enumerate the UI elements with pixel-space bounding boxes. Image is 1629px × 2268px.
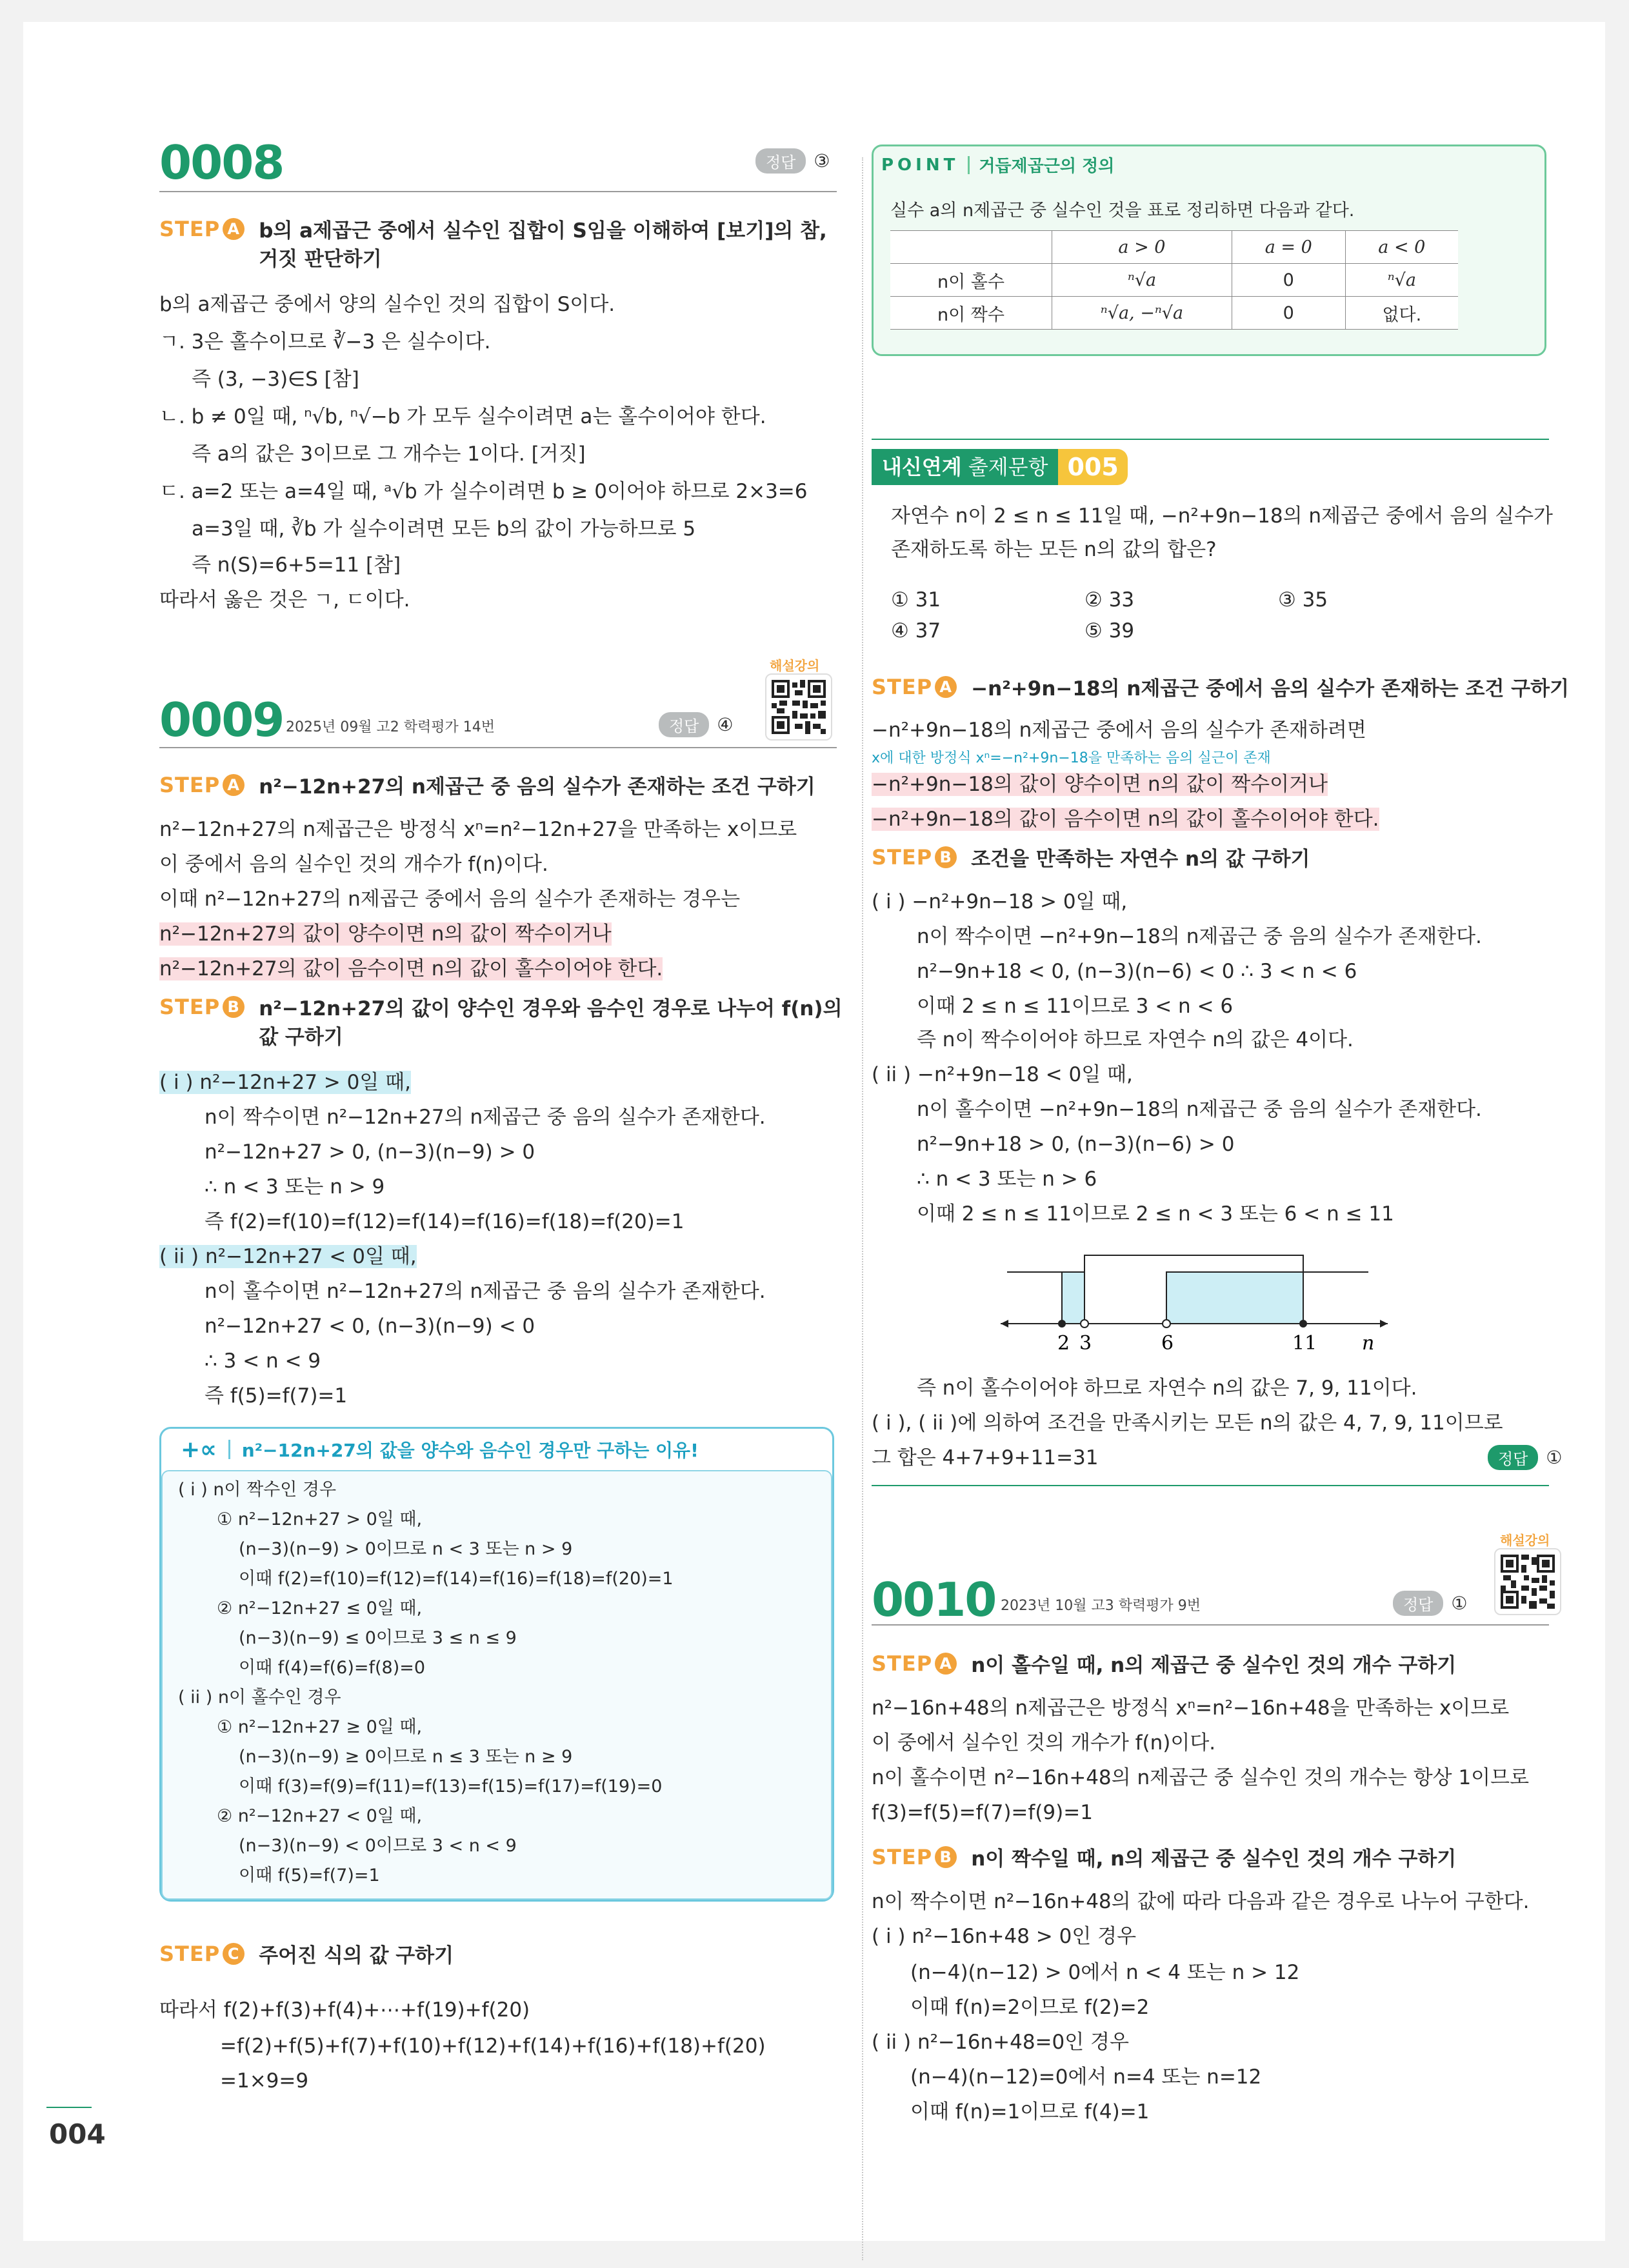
naesin-line: 이때 2 ≤ n ≤ 11이므로 3 < n < 6 (917, 995, 1234, 1018)
naesin-number: 005 (1058, 449, 1127, 485)
plus-line: ② n²−12n+27 < 0일 때, (217, 1806, 423, 1826)
naesin-line: 즉 n이 홀수이어야 하므로 자연수 n의 값은 7, 9, 11이다. (917, 1377, 1417, 1400)
problem-number-0008: 0008 (159, 135, 284, 190)
answer-badge-0010 (1393, 1591, 1467, 1616)
q8-line: 따라서 옳은 것은 ㄱ, ㄷ이다. (159, 588, 410, 612)
page-number: 004 (49, 2118, 106, 2150)
q10-line: ( ii ) n²−16n+48=0인 경우 (872, 2031, 1129, 2054)
q9-line: 따라서 f(2)+f(3)+f(4)+⋯+f(19)+f(20) (159, 1998, 530, 2022)
naesin-question: 자연수 n이 2 ≤ n ≤ 11일 때, −n²+9n−18의 n제곱근 중에서 음의 실수가 (891, 504, 1554, 528)
naesin-line: ∴ n < 3 또는 n > 6 (917, 1168, 1097, 1191)
q10-line: 이 중에서 실수인 것의 개수가 f(n)이다. (872, 1731, 1216, 1755)
step-a-tag: STEP A (159, 217, 245, 241)
table-row: n이 짝수 ⁿ√a, −ⁿ√a 0 없다. (890, 297, 1458, 330)
plus-alpha-icon: +∝ (181, 1436, 217, 1463)
choice-1[interactable]: ① 31 (891, 588, 941, 612)
naesin-line: −n²+9n−18의 n제곱근 중에서 음의 실수가 존재하려면 (872, 719, 1366, 742)
answer-badge-0008 (755, 148, 830, 174)
naesin-line: 즉 n이 짝수이어야 하므로 자연수 n의 값은 4이다. (917, 1028, 1354, 1051)
tick-label: 11 (1292, 1332, 1317, 1355)
q9-line: =f(2)+f(5)+f(7)+f(10)+f(12)+f(14)+f(16)+f(18)+f(20) (220, 2034, 766, 2058)
page-number-rule (46, 2107, 92, 2108)
title-rule (159, 191, 837, 192)
plus-line: (n−3)(n−9) < 0이므로 3 < n < 9 (239, 1836, 517, 1856)
choice-4[interactable]: ④ 37 (891, 619, 941, 642)
q10-step-b-title: n이 짝수일 때, n의 제곱근 중 실수인 것의 개수 구하기 (971, 1847, 1457, 1871)
plus-line: ( i ) n이 짝수인 경우 (178, 1480, 337, 1500)
q9-line: n²−12n+27의 n제곱근은 방정식 xⁿ=n²−12n+27을 만족하는 x이므로 (159, 818, 797, 841)
naesin-step-b-heading: STEP B 조건을 만족하는 자연수 n의 값 구하기 (872, 845, 1310, 873)
naesin-line: 이때 2 ≤ n ≤ 11이므로 2 ≤ n < 3 또는 6 < n ≤ 11 (917, 1202, 1394, 1226)
q9-line: ∴ n < 3 또는 n > 9 (205, 1175, 385, 1199)
q9-line: 이때 n²−12n+27의 n제곱근 중에서 음의 실수가 존재하는 경우는 (159, 888, 741, 911)
plus-alpha-title: n²−12n+27의 값을 양수와 음수인 경우만 구하는 이유! (241, 1440, 699, 1461)
column-divider (862, 157, 863, 2260)
q10-step-a-title: n이 홀수일 때, n의 제곱근 중 실수인 것의 개수 구하기 (971, 1654, 1457, 1677)
q10-line: (n−4)(n−12)=0에서 n=4 또는 n=12 (910, 2065, 1262, 2089)
naesin-line: ( i ) −n²+9n−18 > 0일 때, (872, 890, 1128, 913)
answer-label: 정답 (755, 148, 806, 174)
q8-step-a-title-2: 거짓 판단하기 (259, 248, 382, 271)
qr-code-icon[interactable] (765, 673, 832, 741)
naesin-highlight-line: −n²+9n−18의 값이 음수이면 n의 값이 홀수이어야 한다. (872, 808, 1379, 831)
plus-line: 이때 f(3)=f(9)=f(11)=f(13)=f(15)=f(17)=f(19)=0 (239, 1776, 663, 1796)
plus-line: ① n²−12n+27 > 0일 때, (217, 1509, 423, 1529)
q8-line: a=3일 때, ∛b 가 실수이려면 모든 b의 값이 가능하므로 5 (192, 517, 696, 541)
answer-value: ① (1451, 1593, 1468, 1614)
naesin-line: 그 합은 4+7+9+11=31 (872, 1446, 1099, 1469)
section-rule (872, 1485, 1549, 1486)
q8-step-a-title-1: b의 a제곱근 중에서 실수인 집합이 S임을 이해하여 [보기]의 참, (259, 219, 827, 243)
point-box (872, 144, 1546, 356)
q9-step-c-heading: STEP C 주어진 식의 값 구하기 (159, 1942, 454, 1970)
q10-step-a-heading: STEP A n이 홀수일 때, n의 제곱근 중 실수인 것의 개수 구하기 (872, 1651, 1456, 1680)
problem-number-0009: 0009 (159, 693, 284, 747)
q9-line: =1×9=9 (220, 2069, 309, 2093)
point-6 (1163, 1320, 1170, 1328)
q9-line: 이 중에서 음의 실수인 것의 개수가 f(n)이다. (159, 853, 548, 876)
naesin-header: 내신연계 출제문항 005 (872, 449, 1128, 485)
arrow-icon (1380, 1320, 1388, 1328)
q8-line: 즉 a의 값은 3이므로 그 개수는 1이다. [거짓] (192, 443, 586, 466)
plus-line: 이때 f(5)=f(7)=1 (239, 1865, 380, 1885)
naesin-note: x에 대한 방정식 xⁿ=−n²+9n−18을 만족하는 음의 실근이 존재 (872, 750, 1271, 766)
answer-value: ③ (814, 150, 830, 172)
naesin-step-a-heading: STEP A −n²+9n−18의 n제곱근 중에서 음의 실수가 존재하는 조건 구하기 (872, 675, 1569, 703)
q9-highlight-line: n²−12n+27의 값이 양수이면 n의 값이 짝수이거나 (159, 922, 612, 946)
tick-label: 3 (1079, 1332, 1092, 1355)
q10-line: ( i ) n²−16n+48 > 0인 경우 (872, 1925, 1137, 1948)
q10-line: n이 홀수이면 n²−16n+48의 n제곱근 중 실수인 것의 개수는 항상 1이므로 (872, 1766, 1530, 1789)
q10-line: n²−16n+48의 n제곱근은 방정식 xⁿ=n²−16n+48을 만족하는 x이므로 (872, 1696, 1510, 1720)
point-intro: 실수 a의 n제곱근 중 실수인 것을 표로 정리하면 다음과 같다. (890, 201, 1355, 221)
problem-source: 2023년 10월 고3 학력평가 9번 (1001, 1598, 1201, 1614)
q9-line: n이 홀수이면 n²−12n+27의 n제곱근 중 음의 실수가 존재한다. (205, 1280, 766, 1303)
answer-value: ④ (717, 714, 734, 735)
plus-line: ( ii ) n이 홀수인 경우 (178, 1687, 341, 1707)
point-title: 거듭제곱근의 정의 (979, 157, 1115, 176)
plus-line: (n−3)(n−9) > 0이므로 n < 3 또는 n > 9 (239, 1539, 573, 1559)
q8-line: ㄱ. 3은 홀수이므로 ∛−3 은 실수이다. (159, 330, 491, 353)
choice-3[interactable]: ③ 35 (1278, 588, 1328, 612)
q9-step-a-heading: STEP A n²−12n+27의 n제곱근 중 음의 실수가 존재하는 조건 구하기 (159, 773, 815, 801)
interval-left (1062, 1272, 1084, 1324)
naesin-step-b-title: 조건을 만족하는 자연수 n의 값 구하기 (971, 848, 1310, 871)
q8-line: 즉 n(S)=6+5=11 [참] (192, 553, 401, 577)
q9-line: n²−12n+27 > 0, (n−3)(n−9) > 0 (205, 1140, 535, 1164)
tick-label: 2 (1057, 1332, 1070, 1355)
q9-step-b-title-1: n²−12n+27의 값이 양수인 경우와 음수인 경우로 나누어 f(n)의 (259, 997, 843, 1020)
q9-step-a-title: n²−12n+27의 n제곱근 중 음의 실수가 존재하는 조건 구하기 (259, 775, 815, 799)
naesin-highlight-line: −n²+9n−18의 값이 양수이면 n의 값이 짝수이거나 (872, 773, 1328, 796)
naesin-line: n이 홀수이면 −n²+9n−18의 n제곱근 중 음의 실수가 존재한다. (917, 1098, 1482, 1121)
naesin-question: 존재하도록 하는 모든 n의 값의 합은? (891, 538, 1217, 561)
q9-line: 즉 f(2)=f(10)=f(12)=f(14)=f(16)=f(18)=f(20)=1 (205, 1210, 685, 1233)
q10-step-b-heading: STEP B n이 짝수일 때, n의 제곱근 중 실수인 것의 개수 구하기 (872, 1845, 1456, 1873)
plus-line: ① n²−12n+27 ≥ 0일 때, (217, 1717, 423, 1737)
q10-line: 이때 f(n)=2이므로 f(2)=2 (910, 1996, 1150, 2019)
table-header-row: a > 0 a = 0 a < 0 (890, 231, 1458, 264)
q9-step-b-title-2: 값 구하기 (259, 1026, 343, 1049)
number-line-diagram (1001, 1248, 1401, 1364)
q9-case-2: ( ii ) n²−12n+27 < 0일 때, (159, 1245, 417, 1268)
naesin-line: ( ii ) −n²+9n−18 < 0일 때, (872, 1063, 1133, 1086)
plus-line: (n−3)(n−9) ≤ 0이므로 3 ≤ n ≤ 9 (239, 1628, 517, 1648)
interval-right (1166, 1272, 1303, 1324)
plus-line: ② n²−12n+27 ≤ 0일 때, (217, 1598, 423, 1618)
naesin-line: n²−9n+18 < 0, (n−3)(n−6) < 0 ∴ 3 < n < 6 (917, 960, 1357, 983)
problem-source: 2025년 09월 고2 학력평가 14번 (286, 719, 495, 735)
q9-line: n²−12n+27 < 0, (n−3)(n−9) < 0 (205, 1315, 535, 1338)
q9-step-c-title: 주어진 식의 값 구하기 (259, 1944, 454, 1967)
q10-line: f(3)=f(5)=f(7)=f(9)=1 (872, 1801, 1093, 1824)
q9-line: n이 짝수이면 n²−12n+27의 n제곱근 중 음의 실수가 존재한다. (205, 1106, 766, 1129)
plus-line: 이때 f(2)=f(10)=f(12)=f(14)=f(16)=f(18)=f(20)=1 (239, 1569, 674, 1589)
q10-line: 이때 f(n)=1이므로 f(4)=1 (910, 2100, 1150, 2124)
table-row: n이 홀수 ⁿ√a 0 ⁿ√a (890, 264, 1458, 297)
naesin-line: n²−9n+18 > 0, (n−3)(n−6) > 0 (917, 1133, 1235, 1156)
title-rule (159, 747, 837, 748)
answer-label: 정답 (1488, 1445, 1538, 1470)
q8-line: ㄴ. b ≠ 0일 때, ⁿ√b, ⁿ√−b 가 모두 실수이려면 a는 홀수이어야 한다. (159, 405, 766, 428)
title-rule (872, 1624, 1549, 1626)
naesin-line: n이 짝수이면 −n²+9n−18의 n제곱근 중 음의 실수가 존재한다. (917, 925, 1482, 948)
plus-line: 이때 f(4)=f(6)=f(8)=0 (239, 1658, 426, 1678)
problem-number-0010: 0010 (872, 1573, 996, 1627)
answer-label: 정답 (1393, 1591, 1443, 1616)
answer-value: ① (1546, 1447, 1563, 1468)
choice-2[interactable]: ② 33 (1084, 588, 1135, 612)
q10-line: (n−4)(n−12) > 0에서 n < 4 또는 n > 12 (910, 1961, 1300, 1984)
page (23, 22, 1605, 2241)
point-11 (1299, 1320, 1307, 1328)
choice-5[interactable]: ⑤ 39 (1084, 619, 1135, 642)
q10-line: n이 짝수이면 n²−16n+48의 값에 따라 다음과 같은 경우로 나누어 구한다. (872, 1890, 1530, 1913)
q8-line: ㄷ. a=2 또는 a=4일 때, ᵃ√b 가 실수이려면 b ≥ 0이어야 하므로 2×3=6 (159, 480, 808, 503)
q9-line: 즉 f(5)=f(7)=1 (205, 1384, 348, 1408)
q9-line: ∴ 3 < n < 9 (205, 1349, 321, 1373)
q8-line: 즉 (3, −3)∈S [참] (192, 368, 359, 391)
answer-badge-naesin (1488, 1445, 1562, 1470)
section-rule (872, 439, 1549, 440)
q8-step-a-heading (159, 217, 827, 274)
axis-variable-label: n (1362, 1332, 1375, 1355)
qr-code-icon[interactable] (1494, 1548, 1561, 1615)
plus-line: (n−3)(n−9) ≥ 0이므로 n ≤ 3 또는 n ≥ 9 (239, 1747, 573, 1767)
tick-label: 6 (1161, 1332, 1174, 1355)
point-2 (1058, 1320, 1066, 1328)
point-table (890, 230, 1458, 330)
point-label: POINT (881, 155, 959, 175)
plus-alpha-box (159, 1427, 834, 1902)
answer-label: 정답 (659, 712, 709, 737)
q9-highlight-line: n²−12n+27의 값이 음수이면 n의 값이 홀수이어야 한다. (159, 957, 663, 980)
lecture-label: 해설강의 (770, 658, 820, 673)
q9-case-1: ( i ) n²−12n+27 > 0일 때, (159, 1071, 411, 1094)
q8-line: b의 a제곱근 중에서 양의 실수인 것의 집합이 S이다. (159, 293, 615, 316)
naesin-step-a-title: −n²+9n−18의 n제곱근 중에서 음의 실수가 존재하는 조건 구하기 (971, 677, 1570, 701)
q9-step-b-heading: STEP B n²−12n+27의 값이 양수인 경우와 음수인 경우로 나누어 f(n)의 값 구하기 (159, 995, 843, 1051)
arrow-icon (1001, 1320, 1008, 1328)
point-3 (1081, 1320, 1088, 1328)
naesin-line: ( i ), ( ii )에 의하여 조건을 만족시키는 모든 n의 값은 4, 7, 9, 11이므로 (872, 1411, 1503, 1435)
answer-badge-0009 (659, 712, 733, 737)
lecture-label: 해설강의 (1500, 1533, 1550, 1548)
